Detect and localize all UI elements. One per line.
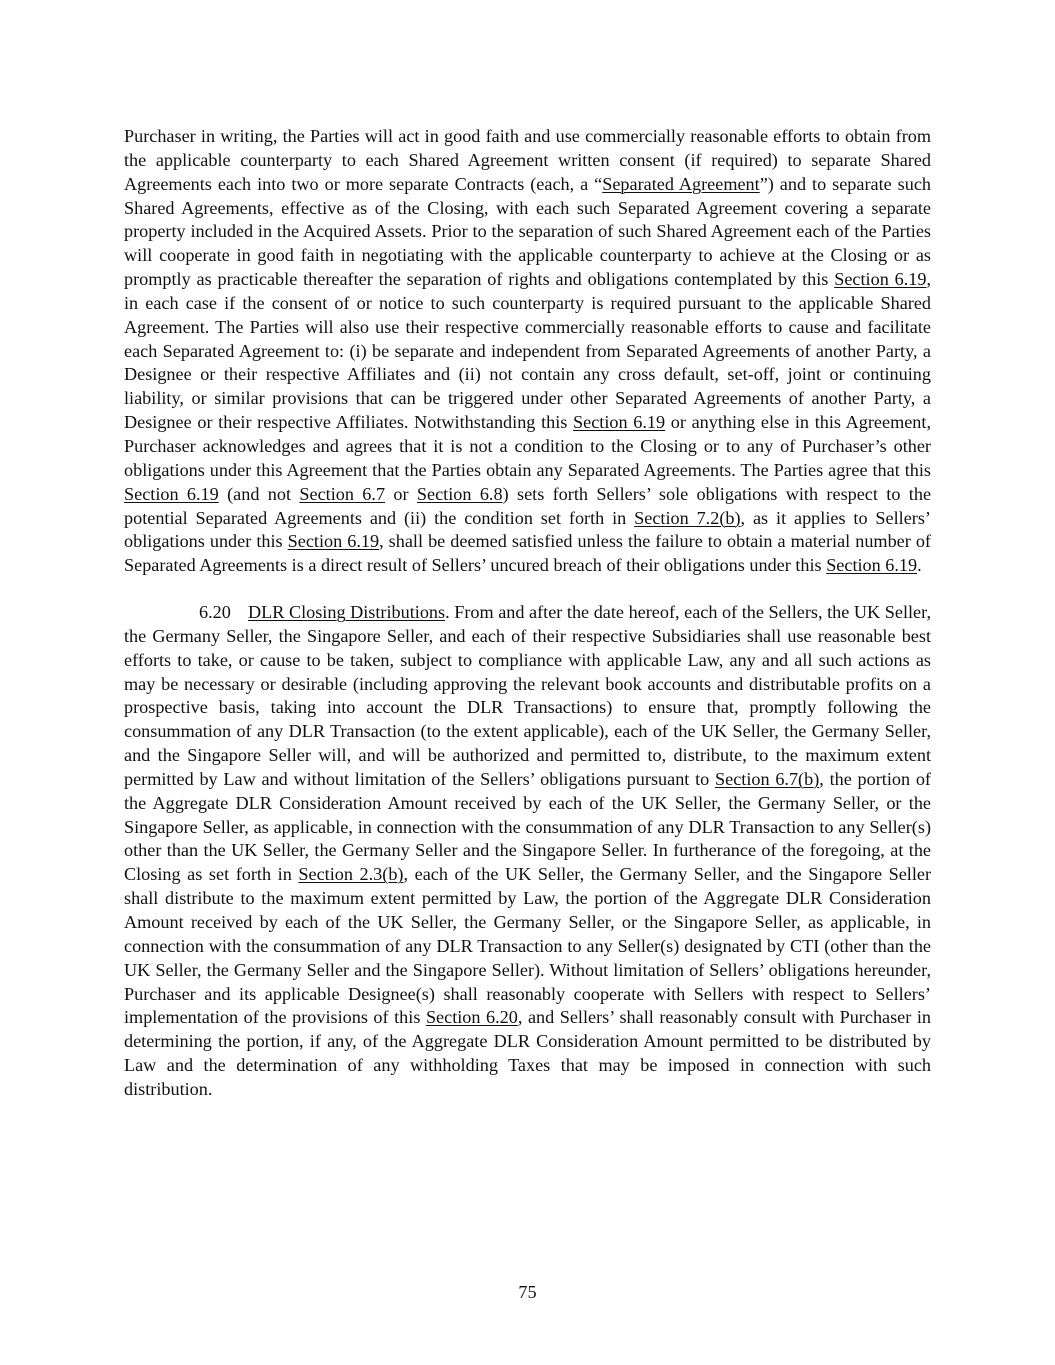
section-reference: Section 7.2(b): [634, 507, 741, 528]
body-text: .: [917, 555, 922, 576]
body-text: , in each case if the consent of or notice to such counterparty is required pursuant to the applicable Shared Agreement. The Parties will also use their respective commercially reasonable efforts to cause and facilitate each Separated Agreement to: (i) be separate and independent from Separated Agreements of another Party, a Designee or their respective Affiliates and (ii) not contain any cross default, set-off, joint or continuing liability, or similar provisions that can be triggered under other Separated Agreements of another Party, a Designee or their respective Affiliates. Notwithstanding this: [124, 269, 932, 433]
body-text: , shall be deemed satisfied unless the failure to obtain a material number of Separated Agreements is a direct result of Sellers’ uncured breach of their obligations under this: [124, 531, 931, 576]
section-reference: Section 2.3(b): [298, 864, 404, 885]
body-text: , the portion of the Aggregate DLR Consideration Amount received by each of the UK Seller, the Germany Seller, or the Singapore Seller, as applicable, in connection with the consummation of any DLR Transaction to any Seller(s) other than the UK Seller, the Germany Seller and the Singapore Seller. In furtherance of the foregoing, at the Closing as set forth in: [124, 768, 931, 885]
section-reference: Section 6.19: [826, 555, 918, 576]
section-number: 6.20: [199, 602, 231, 623]
body-text: or anything else in this Agreement, Purchaser acknowledges and agrees that it is not a condition to the Closing or to any of Purchaser’s other obligations under this Agreement that the Parties obtain any Separated Agreements. The Parties agree that this: [124, 412, 931, 480]
paragraph-section-6-19-continued: [124, 125, 931, 578]
page-body: [124, 125, 931, 1102]
body-text: (and not: [218, 483, 300, 504]
section-reference: Section 6.19: [573, 412, 666, 433]
paragraph-section-6-20: [124, 601, 931, 1102]
body-text: . From and after the date hereof, each of the Sellers, the UK Seller, the Germany Seller, the Singapore Seller, and each of their respective Subsidiaries shall use reasonable best efforts to take, or cause to be taken, subject to compliance with applicable Law, any and all such actions as may be necessary or desirable (including approving the relevant book accounts and distributable profits on a prospective basis, taking into account the DLR Transactions) to ensure that, promptly following the consummation of any DLR Transaction (to the extent applicable), each of the UK Seller, the Germany Seller, and the Singapore Seller will, and will be authorized and permitted to, distribute, to the maximum extent permitted by Law and without limitation of the Sellers’ obligations pursuant to: [124, 602, 931, 789]
page-number: 75: [518, 1282, 537, 1302]
section-reference: Section 6.7: [299, 483, 386, 504]
body-text: ”) and to separate such Shared Agreements, effective as of the Closing, with each such Separated Agreement covering a separate property included in the Acquired Assets. Prior to the separation of such Shared Agreement each of the Parties will cooperate in good faith in negotiating with the applicable counterparty to achieve at the Closing or as promptly as practicable thereafter the separation of rights and obligations contemplated by this: [124, 173, 931, 290]
body-text: , and Sellers’ shall reasonably consult with Purchaser in determining the portion, if any, of the Aggregate DLR Consideration Amount permitted to be distributed by Law and the determination of any withholding Taxes that may be imposed in connection with such distribution.: [124, 1007, 931, 1099]
section-reference: Section 6.19: [124, 483, 219, 504]
section-reference: Section 6.7(b): [715, 768, 820, 789]
section-reference: Section 6.20: [425, 1007, 518, 1028]
body-text: ) sets forth Sellers’ sole obligations with respect to the potential Separated Agreements and (ii) the condition set forth in: [124, 483, 932, 528]
section-reference: Section 6.19: [834, 269, 927, 290]
section-heading: DLR Closing Distributions: [248, 602, 446, 623]
section-reference: Section 6.19: [287, 531, 380, 552]
body-text: , each of the UK Seller, the Germany Seller, and the Singapore Seller shall distribute to the maximum extent permitted by Law, the portion of the Aggregate DLR Consideration Amount received by each of the UK Seller, the Germany Seller, or the Singapore Seller, as applicable, in connection with the consummation of any DLR Transaction to any Seller(s) designated by CTI (other than the UK Seller, the Germany Seller and the Singapore Seller). Without limitation of Sellers’ obligations hereunder, Purchaser and its applicable Designee(s) shall reasonably cooperate with Sellers with respect to Sellers’ implementation of the provisions of this: [124, 864, 932, 1028]
section-reference: Section 6.8: [416, 483, 503, 504]
body-text: or: [385, 483, 417, 504]
defined-term-separated-agreement: Separated Agreement: [602, 173, 760, 194]
body-text: Purchaser in writing, the Parties will act in good faith and use commercially reasonable efforts to obtain from the applicable counterparty to each Shared Agreement written consent (if required) to separate Shared Agreements each into two or more separate Contracts (each, a “: [124, 126, 931, 194]
body-text: , as it applies to Sellers’ obligations under this: [124, 507, 931, 552]
